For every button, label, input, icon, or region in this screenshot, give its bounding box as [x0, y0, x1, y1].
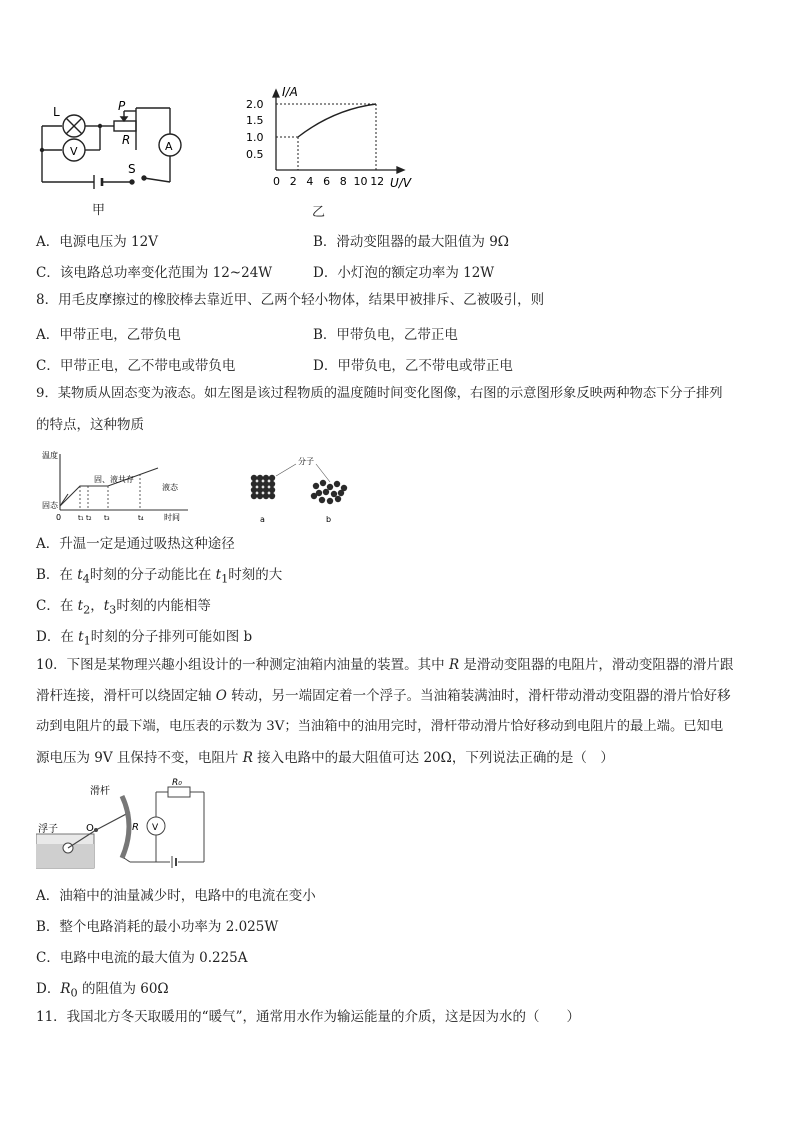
resistor-label-r: R: [132, 822, 139, 833]
molecule-b-dot: [319, 497, 325, 503]
figure-b-label: b: [326, 515, 332, 524]
rheostat-label-r: R: [122, 133, 131, 147]
q8-option-b: B．甲带负电，乙带正电: [313, 327, 458, 343]
q10-option-b: B．整个电路消耗的最小功率为 2.025W: [36, 919, 279, 935]
origin-label: 0: [56, 513, 62, 522]
resistor-label-r0: R₀: [172, 778, 182, 788]
q10-stem-line3: 动到电阻片的最下端，电压表的示数为 3V；当油箱中的油用完时，滑杆带动滑片恰好移动到电阻片的最上端。已知电: [36, 719, 724, 734]
q9-option-a: A．升温一定是通过吸热这种途径: [36, 536, 235, 552]
time-tick: t₄: [138, 514, 144, 522]
voltmeter-label: V: [152, 823, 159, 833]
molecule-a-dot: [257, 487, 263, 493]
molecule-a-dot: [257, 481, 263, 487]
molecule-b-dot: [320, 480, 326, 486]
graph-x-tick: 4: [306, 175, 314, 188]
q9-stem-line2: 的特点，这种物质: [36, 417, 144, 433]
molecule-b-dot: [327, 484, 333, 490]
q10-stem-line2: 滑杆连接，滑杆可以绕固定轴 O 转动，另一端固定着一个浮子。当油箱装满油时，滑杆带动滑动变阻器的滑片恰好移: [36, 688, 731, 704]
solid-state-label: 固态: [42, 501, 58, 510]
q9-option-c: C．在 $t_2$，$t_3$时刻的内能相等: [36, 598, 211, 617]
graph-y-tick: 1.5: [246, 114, 264, 127]
molecule-b-dot: [313, 483, 319, 489]
temperature-time-graph: [40, 446, 200, 526]
float-label: 浮子: [38, 824, 58, 835]
q7-option-c: C．该电路总功率变化范围为 12~24W: [36, 265, 273, 281]
molecule-a-dot: [263, 493, 269, 499]
molecule-b-dot: [338, 490, 344, 496]
molecule-b-dot: [335, 496, 341, 502]
time-axis-label: 时间: [164, 513, 180, 522]
q10-stem-line1: 10．下图是某物理兴趣小组设计的一种测定油箱内油量的装置。其中 R 是滑动变阻器的电阻片，滑动变阻器的滑片跟: [36, 657, 734, 673]
q7-option-d: D．小灯泡的额定功率为 12W: [313, 265, 495, 281]
temp-axis-label: 温度: [42, 451, 58, 460]
molecule-a-dot: [257, 475, 263, 481]
voltmeter-label: V: [70, 145, 78, 158]
molecule-a-dot: [269, 487, 275, 493]
molecule-a-dot: [269, 481, 275, 487]
time-tick: t₂: [86, 514, 92, 522]
slider-label-p: P: [118, 99, 126, 113]
graph-y-tick: 2.0: [246, 98, 264, 111]
molecule-label: 分子: [298, 457, 314, 466]
rod-label: 滑杆: [90, 786, 110, 797]
liquid-state-label: 液态: [162, 483, 178, 492]
molecule-a-dot: [263, 475, 269, 481]
graph-x-tick: 0: [273, 175, 280, 188]
q10-option-d: D．$R_0$ 的阻值为 60Ω: [36, 981, 169, 1000]
q10-option-c: C．电路中电流的最大值为 0.225A: [36, 950, 248, 966]
q9-option-d: D．在 $t_1$时刻的分子排列可能如图 b: [36, 629, 253, 648]
circuit-diagram-jia: [36, 98, 196, 190]
graph-x-tick: 10: [353, 175, 368, 188]
molecule-arrangement-figure: [236, 448, 356, 528]
molecule-a-dot: [269, 493, 275, 499]
graph-y-label: I/A: [282, 86, 298, 99]
q8-option-a: A．甲带正电，乙带负电: [36, 327, 181, 343]
molecule-b-dot: [334, 481, 340, 487]
q7-option-a: A．电源电压为 12V: [36, 234, 158, 250]
molecule-a-dot: [269, 475, 275, 481]
molecule-a-dot: [251, 475, 257, 481]
graph-x-tick: 12: [370, 175, 385, 188]
pivot-label-o: O: [86, 823, 94, 834]
molecule-a-dot: [251, 493, 257, 499]
molecule-b-dot: [331, 491, 337, 497]
molecule-b-dot: [327, 498, 333, 504]
time-tick: t₃: [104, 514, 110, 522]
q11-stem: 11．我国北方冬天取暖用的“暖气”，通常用水作为输运能量的介质，这是因为水的（ ）: [36, 1009, 580, 1025]
q10-stem-line4: 源电压为 9V 且保持不变，电阻片 R 接入电路中的最大阻值可达 20Ω，下列说法正确的是（ ）: [36, 750, 614, 766]
molecule-a-dot: [257, 493, 263, 499]
oil-gauge-circuit: [36, 778, 206, 870]
molecule-a-dot: [251, 481, 257, 487]
graph-x-tick: 6: [323, 175, 331, 188]
q8-stem: 8．用毛皮摩擦过的橡胶棒去靠近甲、乙两个轻小物体，结果甲被排斥、乙被吸引，则: [36, 292, 545, 308]
q9-stem-line1: 9．某物质从固态变为液态。如左图是该过程物质的温度随时间变化图像，右图的示意图形象反映两种物态下分子排列: [36, 386, 723, 401]
figure-a-label: a: [260, 515, 265, 524]
ammeter-label: A: [165, 140, 173, 153]
switch-label-s: S: [128, 162, 136, 176]
molecule-b-dot: [323, 489, 329, 495]
q9-option-b: B．在 $t_4$时刻的分子动能比在 $t_1$时刻的大: [36, 567, 283, 586]
caption-yi: 乙: [312, 205, 326, 220]
graph-x-tick: 2: [289, 175, 297, 188]
q8-option-d: D．甲带负电，乙不带电或带正电: [313, 358, 513, 374]
mixed-state-label: 固、液共存: [94, 475, 134, 484]
graph-x-tick: 8: [339, 175, 347, 188]
graph-x-label: U/V: [390, 176, 412, 190]
molecule-a-dot: [251, 487, 257, 493]
molecule-a-dot: [263, 487, 269, 493]
q8-option-c: C．甲带正电，乙不带电或带负电: [36, 358, 236, 374]
q7-option-b: B．滑动变阻器的最大阻值为 9Ω: [313, 234, 509, 250]
graph-y-tick: 0.5: [246, 148, 264, 161]
current-voltage-graph: [240, 86, 420, 194]
graph-y-tick: 1.0: [246, 131, 264, 144]
caption-jia: 甲: [92, 203, 106, 218]
molecule-a-dot: [263, 481, 269, 487]
circuit-label-l: L: [53, 105, 60, 119]
time-tick: t₁: [78, 514, 84, 522]
q10-option-a: A．油箱中的油量减少时，电路中的电流在变小: [36, 888, 316, 904]
molecule-b-dot: [311, 493, 317, 499]
